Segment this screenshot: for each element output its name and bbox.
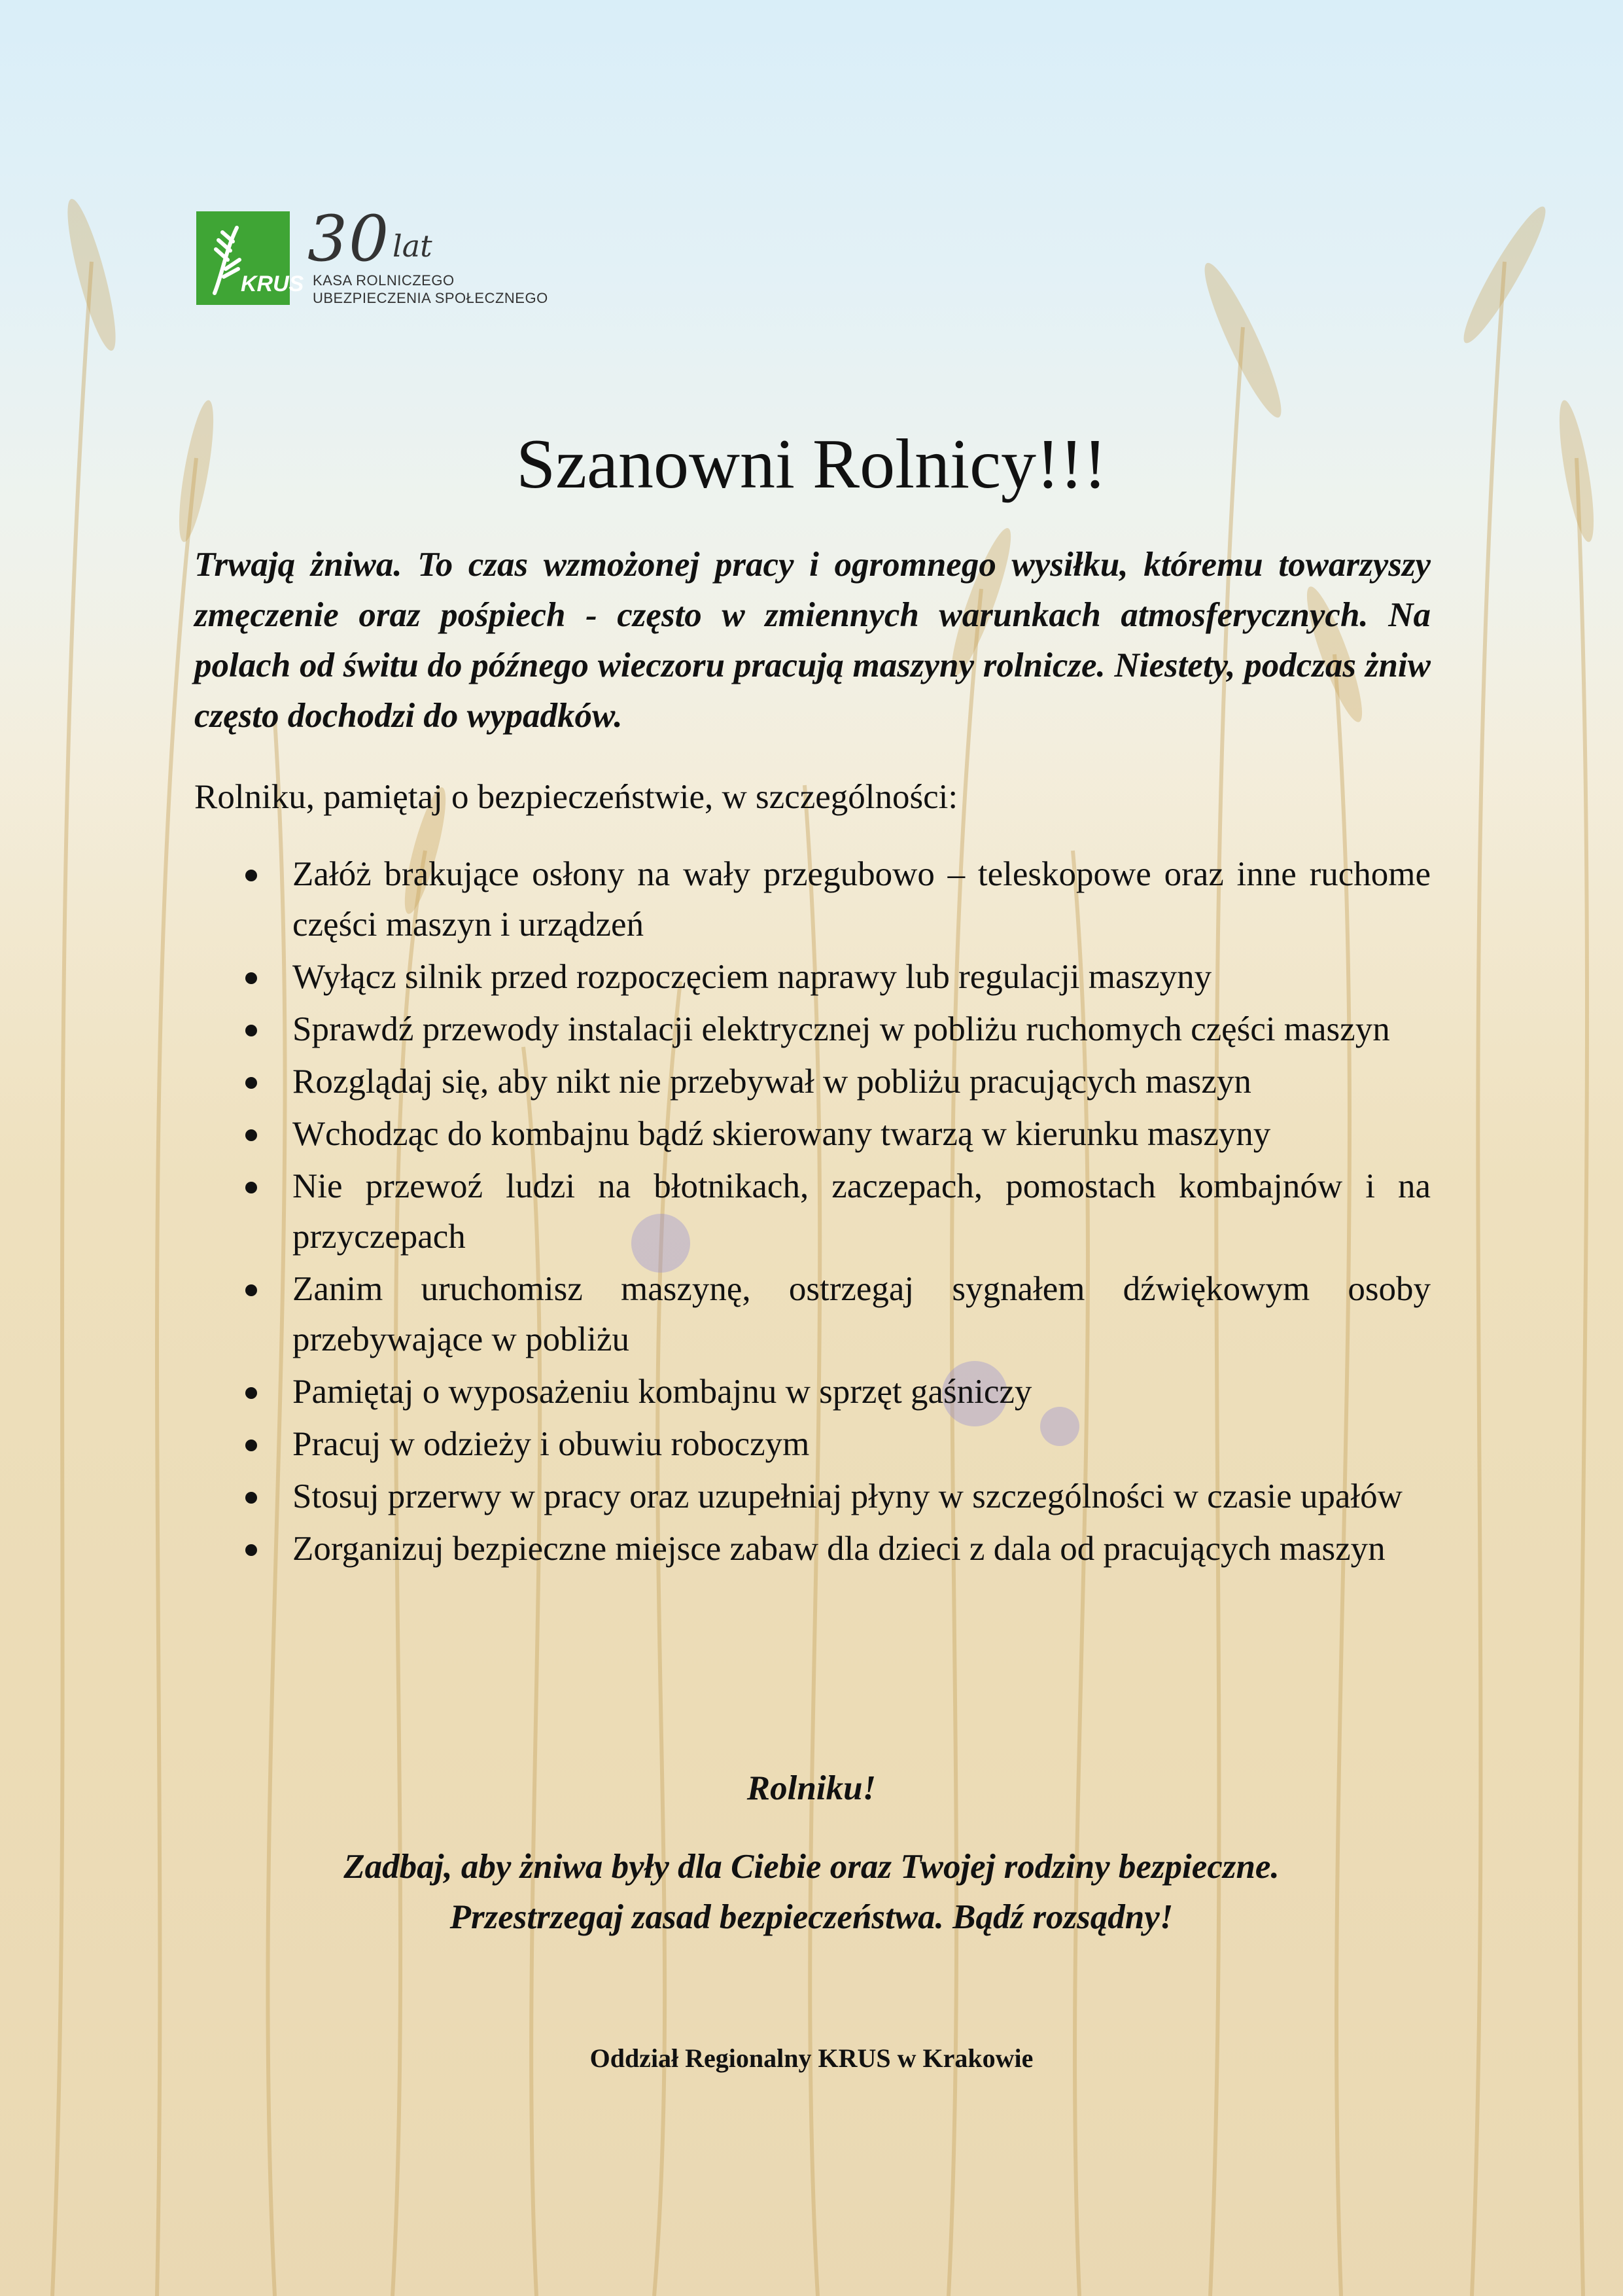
closing-message [0,1842,1623,1943]
list-item-text: Rozglądaj się, aby nikt nie przebywał w pobliżu pracujących maszyn [292,1063,1251,1101]
closing-line2: Przestrzegaj zasad bezpieczeństwa. Bądź rozsądny! [449,1898,1174,1936]
safety-lead-text: Rolniku, pamiętaj o bezpieczeństwie, w szczególności: [194,778,958,816]
organization-name-line2: UBEZPIECZENIA SPOŁECZNEGO [313,290,548,306]
list-item-text: Nie przewoź ludzi na błotnikach, zaczepach, pomostach kombajnów i na przyczepach [292,1167,1431,1256]
wheat-krus-icon [196,211,304,305]
organization-name-line1: KASA ROLNICZEGO [313,272,455,289]
bullet-icon [245,1492,257,1504]
list-item [194,1004,1431,1055]
list-item [194,1264,1431,1365]
list-item [194,952,1431,1002]
closing-line1: Zadbaj, aby żniwa były dla Ciebie oraz Twojej rodziny bezpieczne. [343,1848,1280,1886]
krus-anniversary-logo [196,202,563,309]
signature: Oddział Regionalny KRUS w Krakowie [589,2043,1034,2073]
list-item [194,849,1431,950]
list-item-text: Pamiętaj o wyposażeniu kombajnu w sprzęt gaśniczy [292,1373,1032,1411]
list-item-text: Wchodząc do kombajnu bądź skierowany twarzą w kierunku maszyny [292,1115,1271,1153]
bullet-icon [245,1284,257,1296]
bullet-icon [245,1025,257,1036]
bullet-icon [245,1077,257,1089]
bullet-icon [245,1544,257,1556]
intro-paragraph: Trwają żniwa. To czas wzmożonej pracy i ogromnego wysiłku, któremu towarzyszy zmęczenie oraz pośpiech - często w zmiennych warunkach atmosferycznych. Na polach od świtu do późnego wieczoru pracują maszyny rolnicze. Niestety, podczas żniw często dochodzi do wypadków. [194,546,1431,735]
list-item [194,1367,1431,1417]
list-item [194,1419,1431,1470]
krus-mark-text: KRUS [241,272,304,296]
list-item [194,1524,1431,1574]
list-item-text: Stosuj przerwy w pracy oraz uzupełniaj płyny w szczególności w czasie upałów [292,1477,1403,1515]
closing-salutation: Rolniku! [746,1769,877,1807]
page-title: Szanowni Rolnicy!!! [516,425,1107,503]
list-item [194,1161,1431,1262]
bullet-icon [245,1387,257,1399]
list-item-text: Zanim uruchomisz maszynę, ostrzegaj sygnałem dźwiękowym osoby przebywające w pobliżu [292,1270,1431,1358]
list-item-text: Wyłącz silnik przed rozpoczęciem naprawy lub regulacji maszyny [292,958,1212,996]
anniversary-suffix: lat [393,228,432,264]
list-item-text: Załóż brakujące osłony na wały przegubowo – teleskopowe oraz inne ruchome części maszyn i urządzeń [292,855,1431,944]
safety-tips-list [194,849,1431,1576]
anniversary-years: 30 [307,202,391,275]
bullet-icon [245,1129,257,1141]
list-item [194,1057,1431,1107]
bullet-icon [245,1182,257,1193]
list-item-text: Zorganizuj bezpieczne miejsce zabaw dla dzieci z dala od pracujących maszyn [292,1530,1386,1568]
krus-logo-mark [196,211,304,305]
bullet-icon [245,972,257,984]
list-item-text: Pracuj w odzieży i obuwiu roboczym [292,1425,810,1463]
list-item [194,1472,1431,1522]
list-item-text: Sprawdź przewody instalacji elektrycznej w pobliżu ruchomych części maszyn [292,1010,1390,1048]
bullet-icon [245,1439,257,1451]
organization-name [313,272,574,307]
bullet-icon [245,870,257,881]
list-item [194,1109,1431,1159]
